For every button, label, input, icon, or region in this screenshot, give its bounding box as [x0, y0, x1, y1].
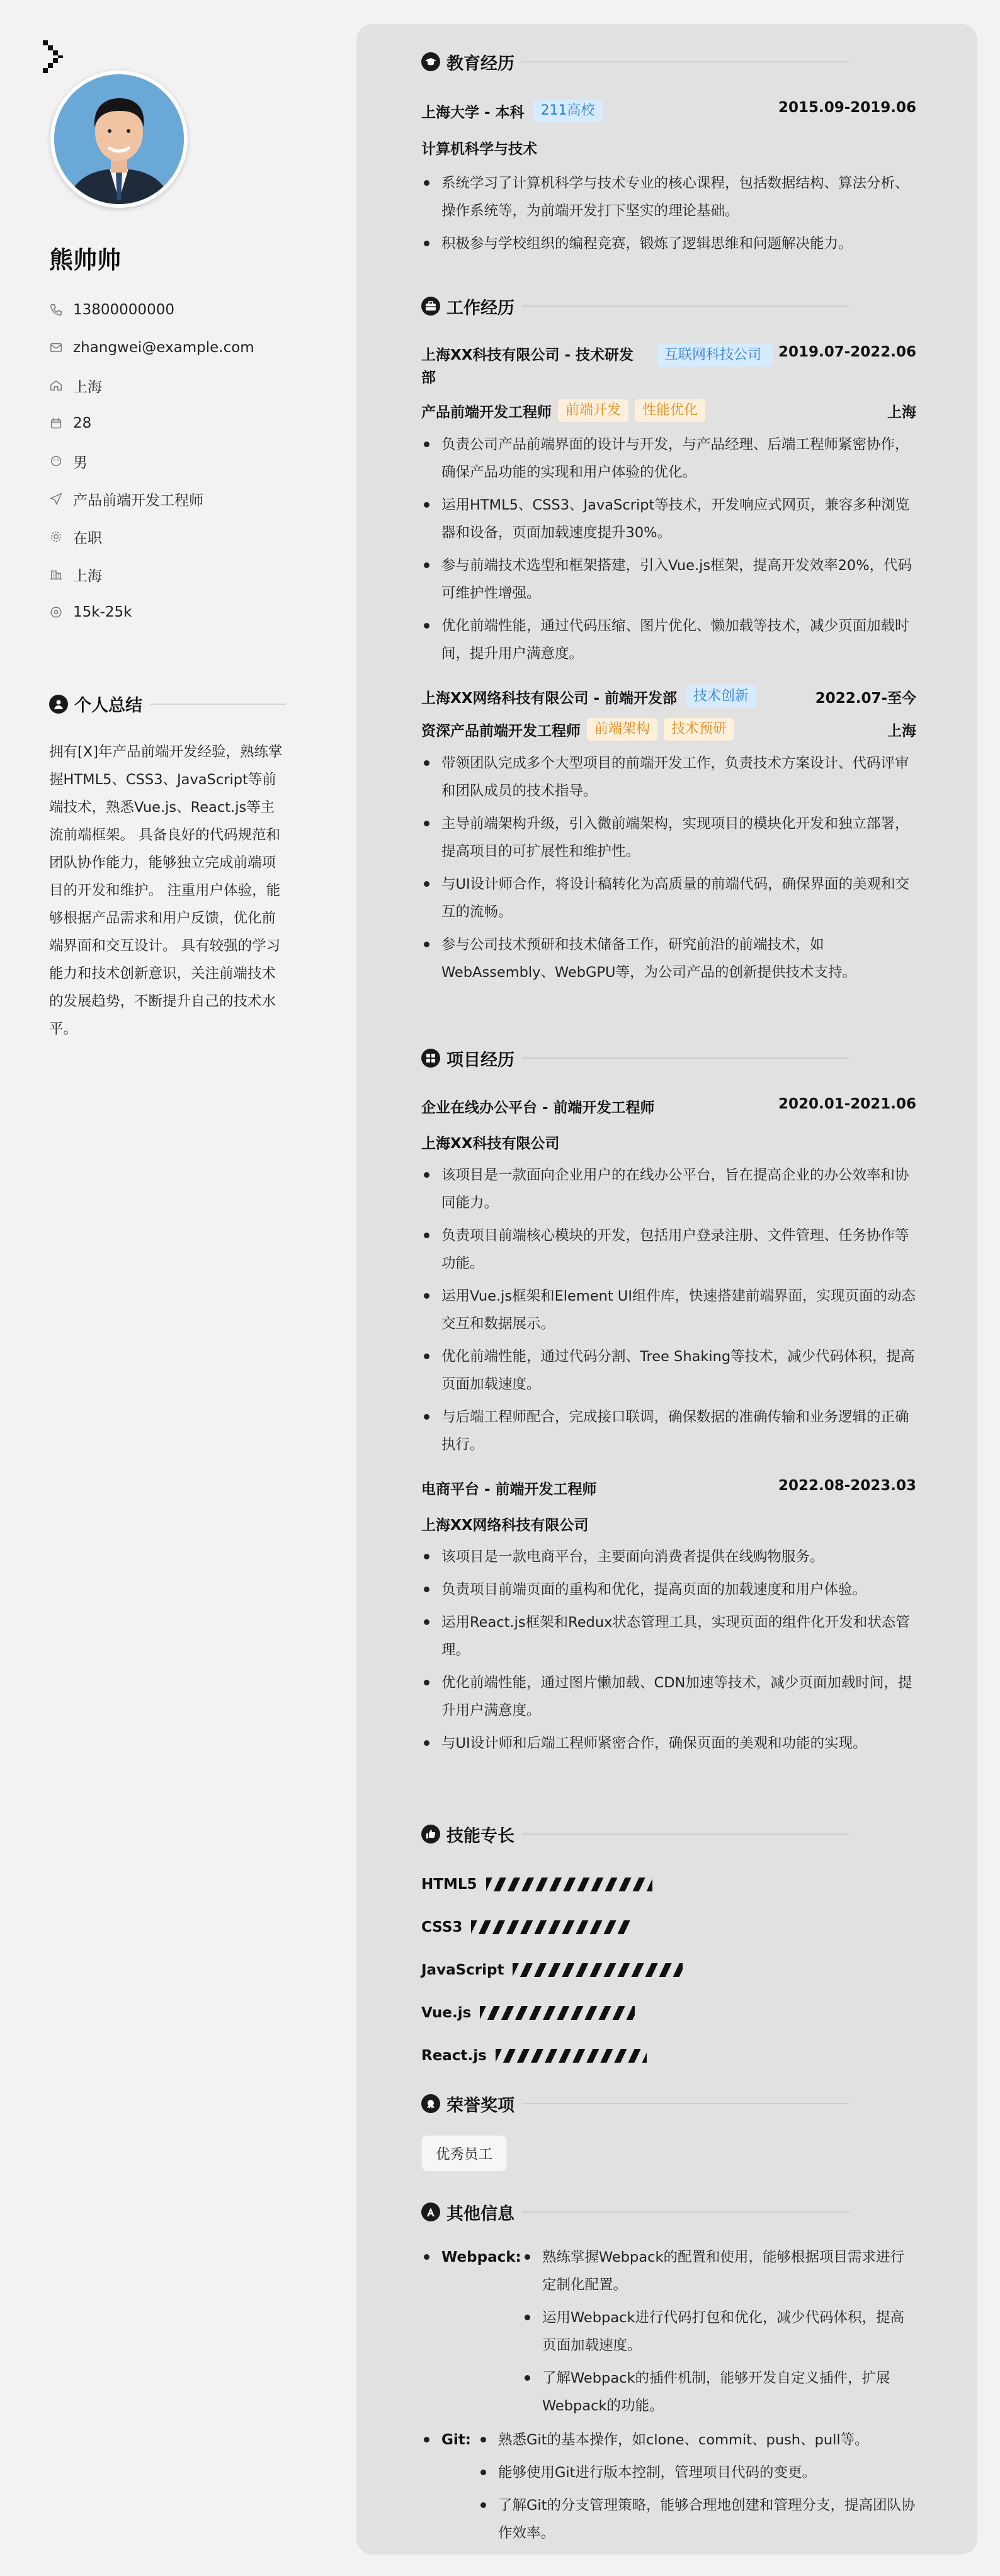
list-item: 负责项目前端页面的重构和优化，提高页面的加载速度和用户体验。	[421, 1576, 916, 1604]
job-company: 上海XX科技有限公司 - 技术研发部	[421, 347, 634, 386]
divider	[522, 61, 849, 62]
skill-level-bar	[513, 1963, 683, 1977]
list-item: 负责公司产品前端界面的设计与开发，与产品经理、后端工程师紧密协作，确保产品功能的实现和用户体验的优化。	[421, 431, 916, 486]
logo-icon	[42, 39, 63, 74]
projects-heading: 项目经历	[421, 1046, 916, 1071]
avatar-illustration	[54, 74, 184, 204]
role-tag: 技术预研	[664, 718, 734, 741]
company-tag: 技术创新	[686, 685, 756, 708]
list-item: 该项目是一款电商平台，主要面向消费者提供在线购物服务。	[421, 1543, 916, 1571]
gender-icon	[49, 454, 63, 468]
list-item: 该项目是一款面向企业用户的在线办公平台，旨在提高企业的办公效率和协同能力。	[421, 1161, 916, 1217]
city-icon	[49, 567, 63, 581]
divider	[150, 704, 286, 705]
education-section	[421, 49, 916, 258]
list-item: 运用Vue.js框架和Element UI组件库，快速搭建前端界面，实现页面的动态交互和数据展示。	[421, 1282, 916, 1338]
education-bullets	[421, 169, 916, 258]
info-gender: 男	[49, 442, 254, 480]
skill-row	[421, 2034, 916, 2077]
project-entry	[421, 1478, 916, 1757]
job-header	[421, 685, 916, 708]
resume-main-card	[356, 24, 977, 2555]
grid-icon	[421, 1049, 440, 1068]
list-item: 优化前端性能，通过代码压缩、图片优化、懒加载等技术，减少页面加载时间，提升用户满意度。	[421, 612, 916, 668]
skill-level-bar	[471, 1920, 632, 1934]
project-company: 上海XX科技有限公司	[421, 1136, 560, 1152]
job-header	[421, 344, 916, 389]
other-group	[421, 2243, 916, 2420]
job-entry	[421, 685, 916, 986]
skill-name: JavaScript	[421, 1962, 504, 1978]
list-item: 主导前端架构升级，引入微前端架构，实现项目的模块化开发和独立部署，提高项目的可扩展性和维护性。	[421, 810, 916, 865]
profile-name: 熊帅帅	[49, 246, 122, 274]
work-section	[421, 294, 916, 986]
info-email: zhangwei@example.com	[49, 329, 254, 367]
other-bullets	[522, 2243, 916, 2420]
job-date: 2022.07-至今	[815, 690, 916, 707]
other-label: Webpack:	[421, 2243, 522, 2420]
education-row	[421, 100, 916, 122]
skill-row	[421, 1949, 916, 1992]
job-role-row	[421, 399, 916, 422]
contact-info-list	[49, 291, 254, 631]
job-city: 上海	[887, 722, 916, 739]
user-icon	[49, 695, 68, 714]
divider	[522, 2103, 849, 2104]
project-bullets	[421, 1543, 916, 1757]
project-entry	[421, 1096, 916, 1459]
calendar-icon	[49, 416, 63, 430]
medal-icon	[421, 2094, 440, 2113]
awards-section	[421, 2091, 916, 2172]
skills-list	[421, 1863, 916, 2077]
job-date: 2019.07-2022.06	[778, 344, 916, 360]
list-item: 与UI设计师合作，将设计稿转化为高质量的前端代码，确保界面的美观和交互的流畅。	[421, 870, 916, 926]
list-item: 运用HTML5、CSS3、JavaScript等技术，开发响应式网页，兼容多种浏览器和设备，页面加载速度提升30%。	[421, 491, 916, 547]
avatar	[50, 71, 188, 208]
project-company: 上海XX网络科技有限公司	[421, 1517, 589, 1534]
send-icon	[49, 492, 63, 506]
job-entry	[421, 344, 916, 668]
phone-icon	[49, 303, 63, 317]
job-role-row	[421, 718, 916, 741]
home-icon	[49, 379, 63, 392]
list-item: 运用Webpack进行代码打包和优化，减少代码体积，提高页面加载速度。	[522, 2304, 916, 2359]
education-heading: 教育经历	[421, 49, 916, 74]
profile-sidebar	[0, 0, 356, 2576]
info-location: 上海	[49, 367, 254, 404]
list-item: 优化前端性能，通过图片懒加载、CDN加速等技术，减少页面加载时间，提升用户满意度。	[421, 1669, 916, 1724]
list-item: 优化前端性能，通过代码分割、Tree Shaking等技术，减少代码体积，提高页面加载速度。	[421, 1343, 916, 1398]
school-tag: 211高校	[533, 100, 603, 122]
projects-section	[421, 1046, 916, 1757]
mail-icon	[49, 341, 63, 355]
role-tag: 前端开发	[558, 399, 628, 422]
list-item: 熟练掌握Webpack的配置和使用，能够根据项目需求进行定制化配置。	[522, 2243, 916, 2299]
thumbs-up-icon	[421, 1825, 440, 1844]
info-age: 28	[49, 404, 254, 442]
info-phone: 13800000000	[49, 291, 254, 329]
divider	[522, 305, 849, 307]
skills-section	[421, 1821, 916, 2077]
job-role: 产品前端开发工程师	[421, 404, 552, 421]
info-status: 在职	[49, 518, 254, 556]
job-role: 资深产品前端开发工程师	[421, 722, 581, 739]
list-item: 带领团队完成多个大型项目的前端开发工作，负责技术方案设计、代码评审和团队成员的技术指导。	[421, 749, 916, 805]
other-group	[421, 2426, 916, 2547]
other-section	[421, 2199, 916, 2547]
role-tag: 前端架构	[587, 718, 657, 741]
list-item: 负责项目前端核心模块的开发，包括用户登录注册、文件管理、任务协作等功能。	[421, 1222, 916, 1277]
divider	[522, 1833, 849, 1835]
other-heading: 其他信息	[421, 2199, 916, 2225]
work-heading: 工作经历	[421, 294, 916, 319]
briefcase-icon	[421, 297, 440, 316]
project-bullets	[421, 1161, 916, 1459]
info-city: 上海	[49, 556, 254, 593]
skill-level-bar	[486, 1878, 652, 1891]
other-bullets	[478, 2426, 916, 2547]
project-header	[421, 1096, 916, 1117]
role-tag: 性能优化	[635, 399, 705, 422]
job-bullets	[421, 431, 916, 668]
skill-name: React.js	[421, 2048, 487, 2064]
list-item: 能够使用Git进行版本控制，管理项目代码的变更。	[478, 2459, 916, 2487]
info-salary: 15k-25k	[49, 593, 254, 631]
list-item: 熟悉Git的基本操作，如clone、commit、push、pull等。	[478, 2426, 916, 2454]
skill-row	[421, 1906, 916, 1949]
list-item: 了解Git的分支管理策略，能够合理地创建和管理分支，提高团队协作效率。	[478, 2492, 916, 2547]
other-label: Git:	[421, 2426, 478, 2547]
salary-icon	[49, 605, 63, 619]
skill-level-bar	[480, 2006, 635, 2020]
skill-row	[421, 1863, 916, 1906]
divider	[522, 1057, 849, 1059]
skill-row	[421, 1992, 916, 2034]
info-position: 产品前端开发工程师	[49, 480, 254, 518]
summary-text: 拥有[X]年产品前端开发经验，熟练掌握HTML5、CSS3、JavaScript等前端技术，熟悉Vue.js、React.js等主流前端框架。 具备良好的代码规范和团队协作能力，能够独立完成前端项目的开发和维护。 注重用户体验，能够根据产品需求和用户反馈，优化前端界面和交互设计。 具有较强的学习能力和技术创新意识，关注前端技术的发展趋势，不断提升自己的技术水平。	[49, 744, 283, 1037]
project-date: 2020.01-2021.06	[778, 1096, 916, 1112]
skill-name: HTML5	[421, 1876, 477, 1893]
settings-icon	[49, 530, 63, 544]
education-major: 计算机科学与技术	[421, 141, 537, 157]
list-item: 与UI设计师和后端工程师紧密合作，确保页面的美观和功能的实现。	[421, 1730, 916, 1757]
project-name: 企业在线办公平台 - 前端开发工程师	[421, 1100, 655, 1116]
list-item: 系统学习了计算机科学与技术专业的核心课程，包括数据结构、算法分析、操作系统等，为前端开发打下坚实的理论基础。	[421, 169, 916, 225]
list-item: 运用React.js框架和Redux状态管理工具，实现页面的组件化开发和状态管理。	[421, 1609, 916, 1664]
info-icon	[421, 2203, 440, 2221]
list-item: 参与公司技术预研和技术储备工作，研究前沿的前端技术，如WebAssembly、WebGPU等，为公司产品的创新提供技术支持。	[421, 931, 916, 986]
skill-name: Vue.js	[421, 2005, 472, 2021]
graduation-cap-icon	[421, 52, 440, 71]
list-item: 了解Webpack的插件机制，能够开发自定义插件，扩展Webpack的功能。	[522, 2364, 916, 2420]
job-city: 上海	[887, 404, 916, 421]
skill-name: CSS3	[421, 1919, 463, 1935]
company-tag: 互联网科技公司	[657, 344, 773, 367]
divider	[522, 2211, 849, 2213]
project-date: 2022.08-2023.03	[778, 1478, 916, 1494]
list-item: 积极参与学校组织的编程竞赛，锻炼了逻辑思维和问题解决能力。	[421, 230, 916, 258]
skills-heading: 技能专长	[421, 1821, 916, 1847]
award-badge: 优秀员工	[421, 2135, 507, 2172]
summary-heading: 个人总结	[49, 692, 286, 716]
list-item: 与后端工程师配合，完成接口联调，确保数据的准确传输和业务逻辑的正确执行。	[421, 1403, 916, 1459]
education-date: 2015.09-2019.06	[778, 100, 916, 116]
job-company: 上海XX网络科技有限公司 - 前端开发部	[421, 690, 678, 707]
project-name: 电商平台 - 前端开发工程师	[421, 1481, 597, 1498]
school-name: 上海大学 - 本科	[421, 104, 525, 121]
skill-level-bar	[496, 2049, 647, 2063]
awards-heading: 荣誉奖项	[421, 2091, 916, 2116]
list-item: 参与前端技术选型和框架搭建，引入Vue.js框架，提高开发效率20%，代码可维护性增强。	[421, 552, 916, 607]
project-header	[421, 1478, 916, 1498]
job-bullets	[421, 749, 916, 986]
